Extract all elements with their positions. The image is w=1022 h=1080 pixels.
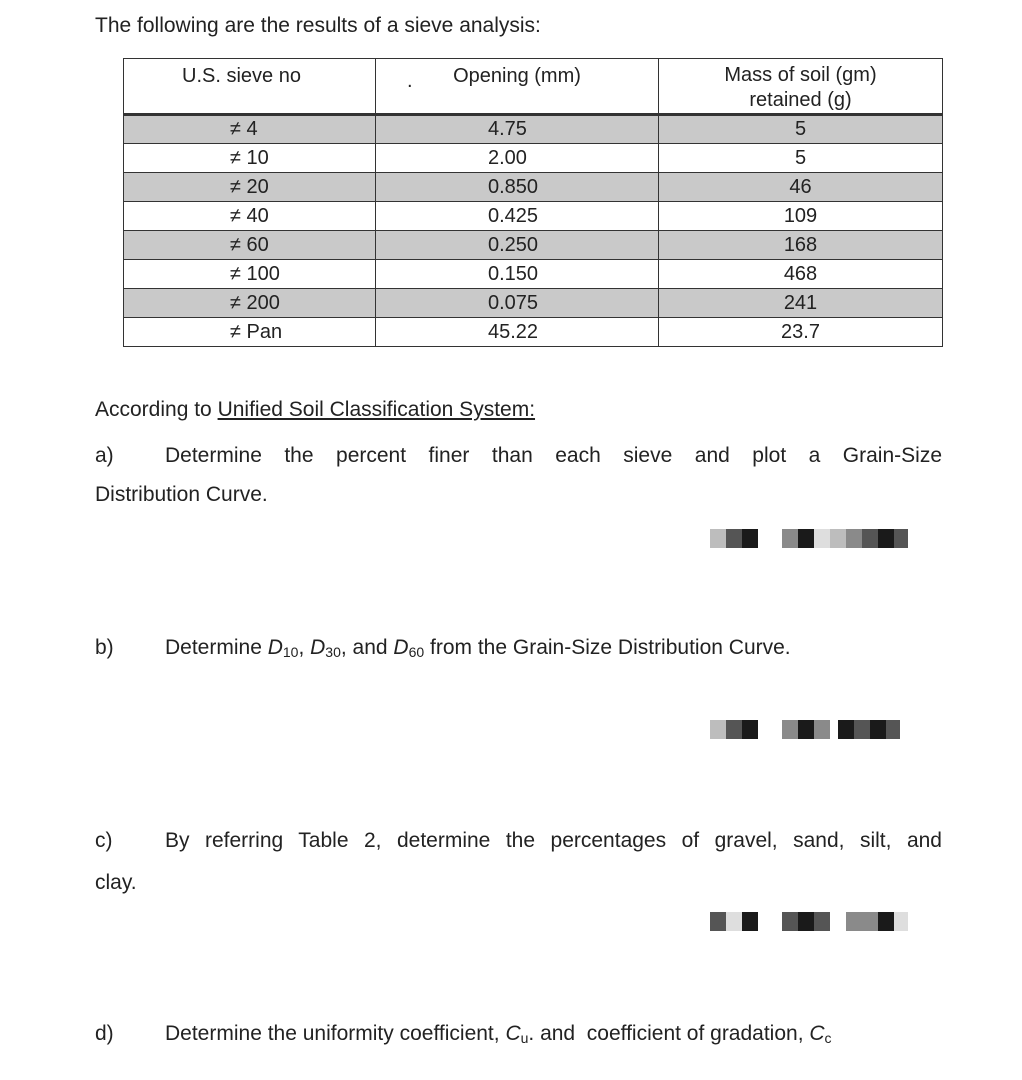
question-b-pre: Determine	[165, 636, 268, 659]
cell-sieve: ≠ 100	[124, 260, 376, 289]
redacted-answer-b	[710, 720, 900, 739]
cc-subscript: c	[824, 1030, 832, 1046]
cell-opening: 0.075	[376, 289, 659, 318]
d60-subscript: 60	[408, 644, 425, 660]
uscs-prefix: According to	[95, 398, 212, 421]
table-row	[124, 115, 943, 144]
stray-dot: .	[407, 70, 413, 92]
cell-mass: 241	[659, 289, 943, 318]
d10-symbol: D	[267, 636, 283, 659]
d60-symbol: D	[393, 636, 409, 659]
question-b	[95, 636, 791, 660]
cu-subscript: u	[520, 1030, 529, 1046]
table-row	[124, 144, 943, 173]
cell-mass: 109	[659, 202, 943, 231]
question-b-sep1: ,	[298, 636, 311, 659]
question-d-label: d)	[95, 1022, 114, 1045]
table-row	[124, 260, 943, 289]
question-a-line1: Determine the percent finer than each sieve and plot a Grain-Size	[165, 444, 942, 467]
cell-mass: 23.7	[659, 318, 943, 347]
cell-opening: 0.850	[376, 173, 659, 202]
d30-subscript: 30	[325, 644, 341, 660]
redacted-answer-c	[710, 912, 908, 931]
cell-opening: 45.22	[376, 318, 659, 347]
table-row	[124, 173, 943, 202]
cell-sieve: ≠ 4	[124, 115, 376, 144]
question-d-pre: Determine the uniformity coefficient,	[165, 1022, 506, 1045]
cell-opening: 0.250	[376, 231, 659, 260]
cc-symbol: C	[809, 1022, 825, 1045]
header-opening: Opening (mm)	[376, 59, 659, 115]
cell-sieve: ≠ 200	[124, 289, 376, 318]
question-c-line2: clay.	[95, 871, 137, 894]
redacted-answer-a	[710, 529, 908, 548]
cell-sieve: ≠ Pan	[124, 318, 376, 347]
cell-mass: 5	[659, 115, 943, 144]
cell-mass: 46	[659, 173, 943, 202]
cell-sieve: ≠ 20	[124, 173, 376, 202]
table-row	[124, 231, 943, 260]
table-header-row	[124, 59, 943, 115]
cell-sieve: ≠ 10	[124, 144, 376, 173]
cell-opening: 0.150	[376, 260, 659, 289]
cell-opening: 0.425	[376, 202, 659, 231]
question-d	[95, 1022, 832, 1046]
cell-sieve: ≠ 40	[124, 202, 376, 231]
d30-symbol: D	[310, 636, 326, 659]
question-b-label: b)	[95, 636, 114, 659]
question-a	[95, 444, 942, 468]
cell-mass: 468	[659, 260, 943, 289]
cell-opening: 4.75	[376, 115, 659, 144]
header-mass-line2: retained (g)	[749, 89, 852, 111]
cell-sieve: ≠ 60	[124, 231, 376, 260]
header-mass-line1: Mass of soil (gm)	[724, 64, 877, 86]
question-b-post: from the Grain-Size Distribution Curve.	[424, 636, 791, 659]
sieve-analysis-table	[123, 58, 943, 347]
uscs-paragraph	[95, 398, 535, 422]
d10-subscript: 10	[282, 644, 299, 660]
header-mass-retained	[659, 59, 943, 115]
table-row	[124, 202, 943, 231]
question-c-label: c)	[95, 829, 113, 852]
table-row	[124, 289, 943, 318]
question-a-line2: Distribution Curve.	[95, 483, 268, 506]
table-row	[124, 318, 943, 347]
question-d-mid: . and coefficient of gradation,	[528, 1022, 810, 1045]
question-b-sep2: , and	[340, 636, 394, 659]
intro-text: The following are the results of a sieve analysis:	[95, 14, 541, 37]
uscs-underlined: Unified Soil Classification System:	[217, 398, 536, 421]
header-sieve-no: U.S. sieve no	[124, 59, 376, 115]
cell-mass: 5	[659, 144, 943, 173]
cell-opening: 2.00	[376, 144, 659, 173]
cell-mass: 168	[659, 231, 943, 260]
cu-symbol: C	[505, 1022, 521, 1045]
question-a-label: a)	[95, 444, 114, 467]
question-c	[95, 829, 942, 853]
question-c-line1: By referring Table 2, determine the percentages of gravel, sand, silt, and	[165, 829, 942, 852]
